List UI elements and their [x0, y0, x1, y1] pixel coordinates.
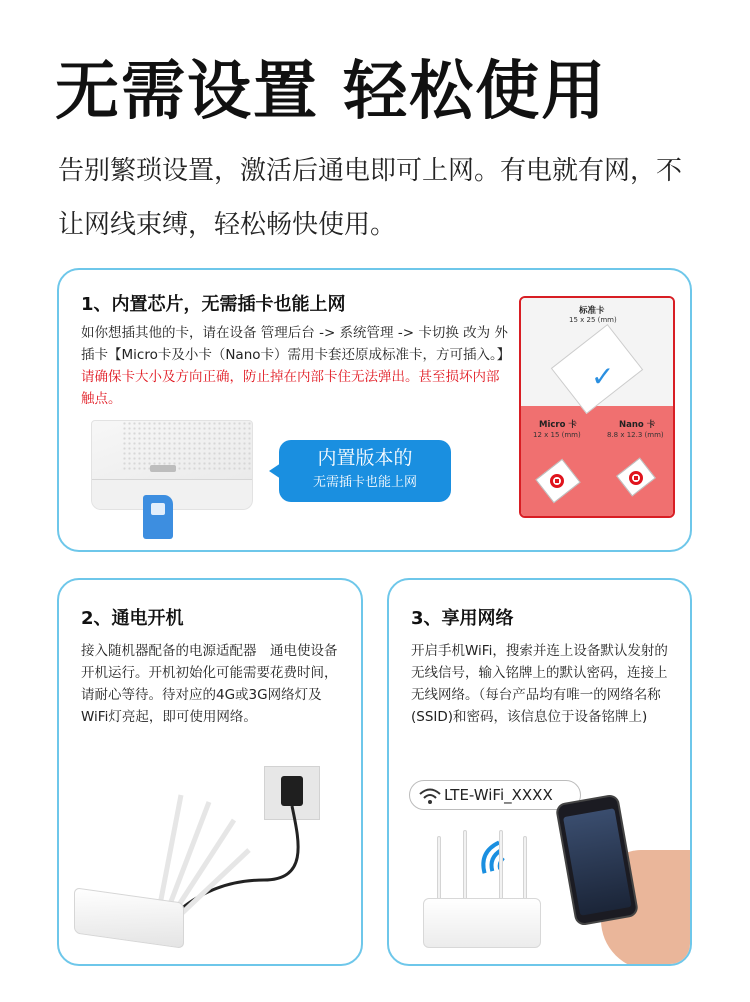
antenna [499, 830, 503, 902]
nano-card-size: 8.8 x 12.3 (mm) [607, 431, 664, 439]
card1-body [81, 322, 509, 410]
router-vent-pattern [122, 421, 253, 471]
card1-title: 1、内置芯片，无需插卡也能上网 [81, 294, 346, 315]
micro-prohibited-icon [550, 474, 564, 488]
smartphone-icon [555, 793, 640, 926]
nano-prohibited-icon [629, 471, 643, 485]
card2-title: 2、通电开机 [81, 608, 184, 629]
builtin-version-bubble [279, 440, 451, 502]
enjoy-network-card [387, 578, 692, 966]
micro-card-label: Micro 卡 [539, 420, 577, 430]
card1-warning: 请确保卡大小及方向正确，防止掉在内部卡住无法弹出。甚至损坏内部触点。 [81, 369, 500, 407]
card1-instructions: 如你想插其他的卡，请在设备 管理后台 -> 系统管理 -> 卡切换 改为 外插卡【Micro卡及小卡（Nano卡）需用卡套还原成标准卡，方可插入。】 [81, 325, 511, 363]
intro-text: 告别繁琐设置，激活后通电即可上网。有电就有网，不让网线束缚，轻松畅快使用。 [58, 156, 683, 240]
router-illustration [423, 898, 541, 948]
antenna [523, 836, 527, 902]
bubble-line1: 内置版本的 [317, 447, 413, 469]
card3-title: 3、享用网络 [411, 608, 514, 629]
page-headline: 无需设置 轻松使用 [55, 55, 608, 129]
sim-slot [150, 465, 176, 472]
wifi-signal-icon [475, 838, 515, 878]
bubble-line2: 无需插卡也能上网 [312, 475, 417, 490]
builtin-chip-card [57, 268, 692, 552]
micro-card-size: 12 x 15 (mm) [533, 431, 581, 439]
router-sim-slot-photo [91, 420, 253, 510]
power-on-card [57, 578, 363, 966]
card2-body: 接入随机器配备的电源适配器 通电使设备开机运行。开机初始化可能需要花费时间，请耐心等待。待对应的4G或3G网络灯及WiFi灯亮起，即可使用网络。 [81, 643, 338, 725]
ssid-text: LTE-WiFi_XXXX [444, 786, 553, 804]
nano-card-label: Nano 卡 [619, 420, 656, 430]
sim-size-chart [519, 296, 675, 518]
check-icon: ✓ [591, 360, 615, 393]
standard-card-size: 15 x 25 (mm) [569, 316, 617, 324]
phone-screen [563, 808, 632, 916]
ssid-badge [409, 780, 581, 810]
card3-body: 开启手机WiFi，搜索并连上设备默认发射的无线信号，输入铭牌上的默认密码，连接上无线网络。（每台产品均有唯一的网络名称(SSID)和密码，该信息位于设备铭牌上) [411, 643, 668, 725]
wifi-icon [418, 786, 442, 806]
antenna [437, 836, 441, 902]
sim-card-icon [143, 495, 173, 539]
standard-card-label: 标准卡 [579, 306, 605, 316]
antenna [463, 830, 467, 902]
